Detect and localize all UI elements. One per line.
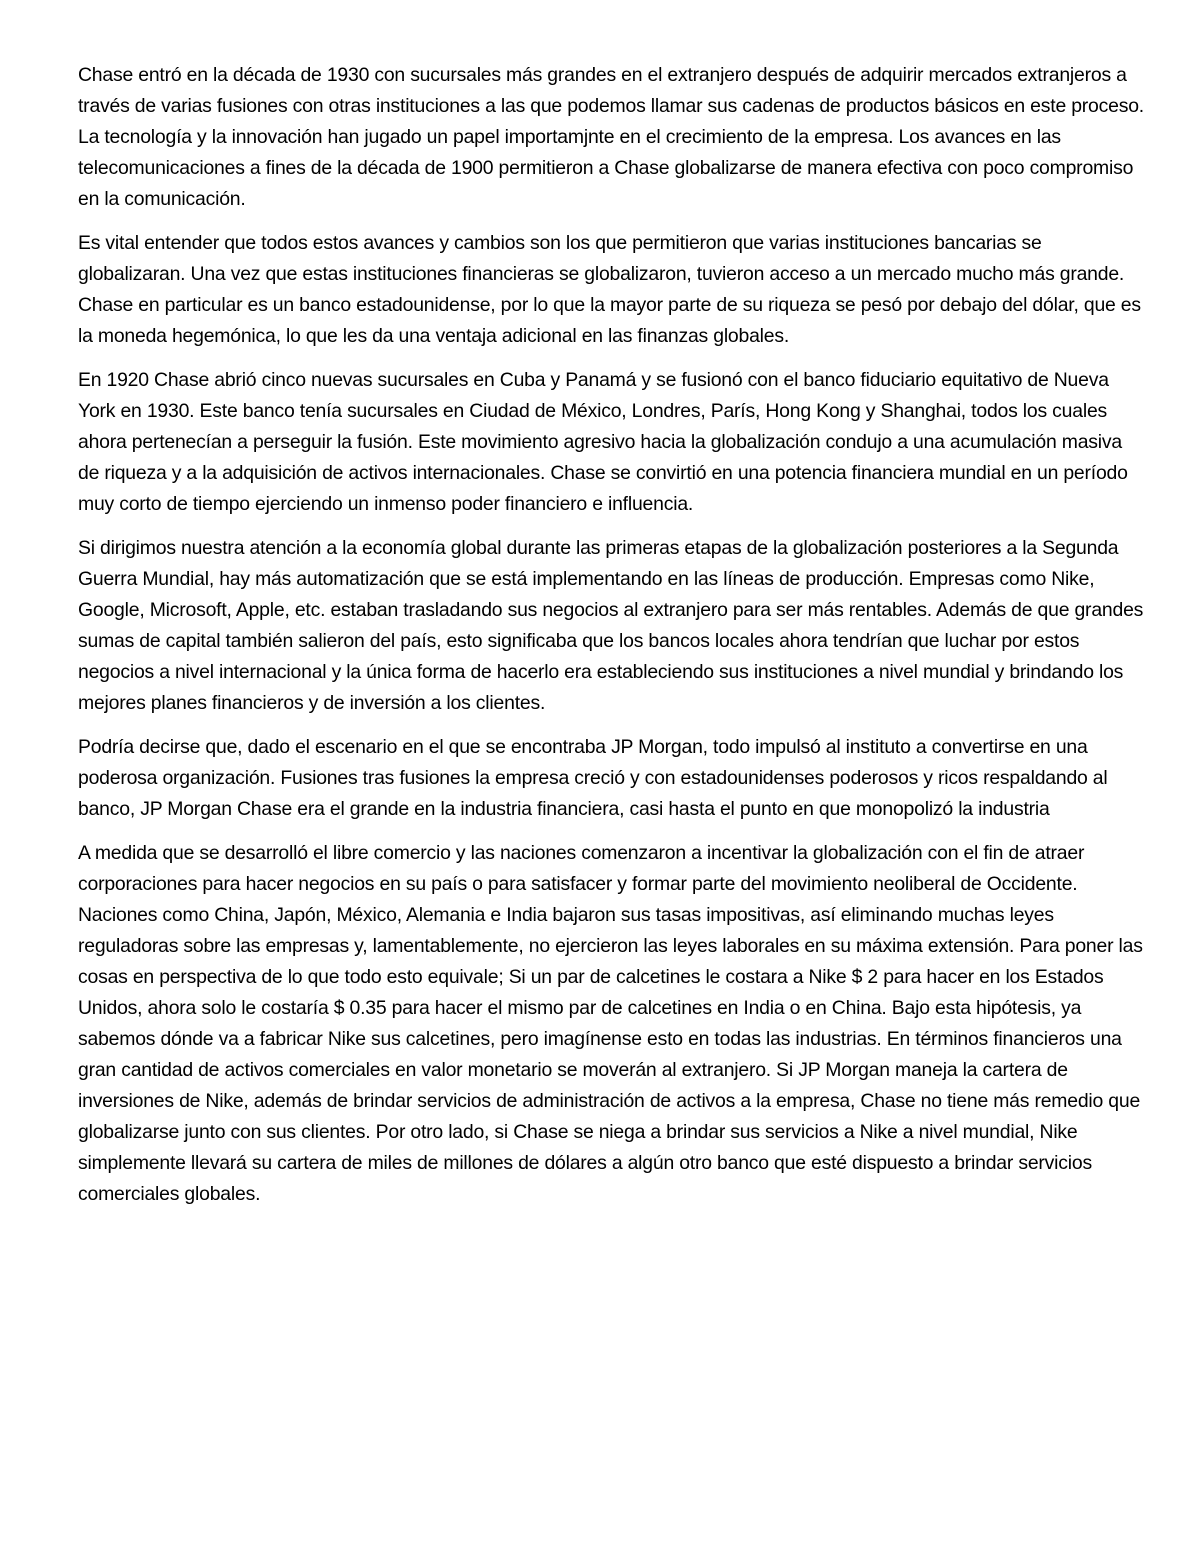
paragraph-3: En 1920 Chase abrió cinco nuevas sucursales en Cuba y Panamá y se fusionó con el banco fiduciario equitativo de Nueva York en 1930. Este banco tenía sucursales en Ciudad de México, Londres, París, Hong Kong y Shanghai, todos los cuales ahora pertenecían a perseguir la fusión. Este movimiento agresivo hacia la globalización condujo a una acumulación masiva de riqueza y a la adquisición de activos internacionales. Chase se convirtió en una potencia financiera mundial en un período muy corto de tiempo ejerciendo un inmenso poder financiero e influencia. [78, 369, 1128, 515]
paragraph-5: Podría decirse que, dado el escenario en el que se encontraba JP Morgan, todo impulsó al instituto a convertirse en una poderosa organización. Fusiones tras fusiones la empresa creció y con estadounidenses poderosos y ricos respaldando al banco, JP Morgan Chase era el grande en la industria financiera, casi hasta el punto en que monopolizó la industria [78, 736, 1108, 820]
paragraph-1: Chase entró en la década de 1930 con sucursales más grandes en el extranjero después de adquirir mercados extranjeros a través de varias fusiones con otras instituciones a las que podemos llamar sus cadenas de productos básicos en este proceso. La tecnología y la innovación han jugado un papel importamjnte en el crecimiento de la empresa. Los avances en las telecomunicaciones a fines de la década de 1900 permitieron a Chase globalizarse de manera efectiva con poco compromiso en la comunicación. [78, 64, 1144, 210]
paragraph-2: Es vital entender que todos estos avances y cambios son los que permitieron que varias instituciones bancarias se globalizaran. Una vez que estas instituciones financieras se globalizaron, tuvieron acceso a un mercado mucho más grande. Chase en particular es un banco estadounidense, por lo que la mayor parte de su riqueza se pesó por debajo del dólar, que es la moneda hegemónica, lo que les da una ventaja adicional en las finanzas globales. [78, 232, 1141, 347]
paragraph-4: Si dirigimos nuestra atención a la economía global durante las primeras etapas de la globalización posteriores a la Segunda Guerra Mundial, hay más automatización que se está implementando en las líneas de producción. Empresas como Nike, Google, Microsoft, Apple, etc. estaban trasladando sus negocios al extranjero para ser más rentables. Además de que grandes sumas de capital también salieron del país, esto significaba que los bancos locales ahora tendrían que luchar por estos negocios a nivel internacional y la única forma de hacerlo era estableciendo sus instituciones a nivel mundial y brindando los mejores planes financieros y de inversión a los clientes. [78, 537, 1144, 714]
document-body [78, 60, 1148, 1223]
paragraph-6: A medida que se desarrolló el libre comercio y las naciones comenzaron a incentivar la globalización con el fin de atraer corporaciones para hacer negocios en su país o para satisfacer y formar parte del movimiento neoliberal de Occidente. Naciones como China, Japón, México, Alemania e India bajaron sus tasas impositivas, así eliminando muchas leyes reguladoras sobre las empresas y, lamentablemente, no ejercieron las leyes laborales en su máxima extensión. Para poner las cosas en perspectiva de lo que todo esto equivale; Si un par de calcetines le costara a Nike $ 2 para hacer en los Estados Unidos, ahora solo le costaría $ 0.35 para hacer el mismo par de calcetines en India o en China. Bajo esta hipótesis, ya sabemos dónde va a fabricar Nike sus calcetines, pero imagínense esto en todas las industrias. En términos financieros una gran cantidad de activos comerciales en valor monetario se moverán al extranjero. Si JP Morgan maneja la cartera de inversiones de Nike, además de brindar servicios de administración de activos a la empresa, Chase no tiene más remedio que globalizarse junto con sus clientes. Por otro lado, si Chase se niega a brindar sus servicios a Nike a nivel mundial, Nike simplemente llevará su cartera de miles de millones de dólares a algún otro banco que esté dispuesto a brindar servicios comerciales globales. [78, 842, 1143, 1205]
